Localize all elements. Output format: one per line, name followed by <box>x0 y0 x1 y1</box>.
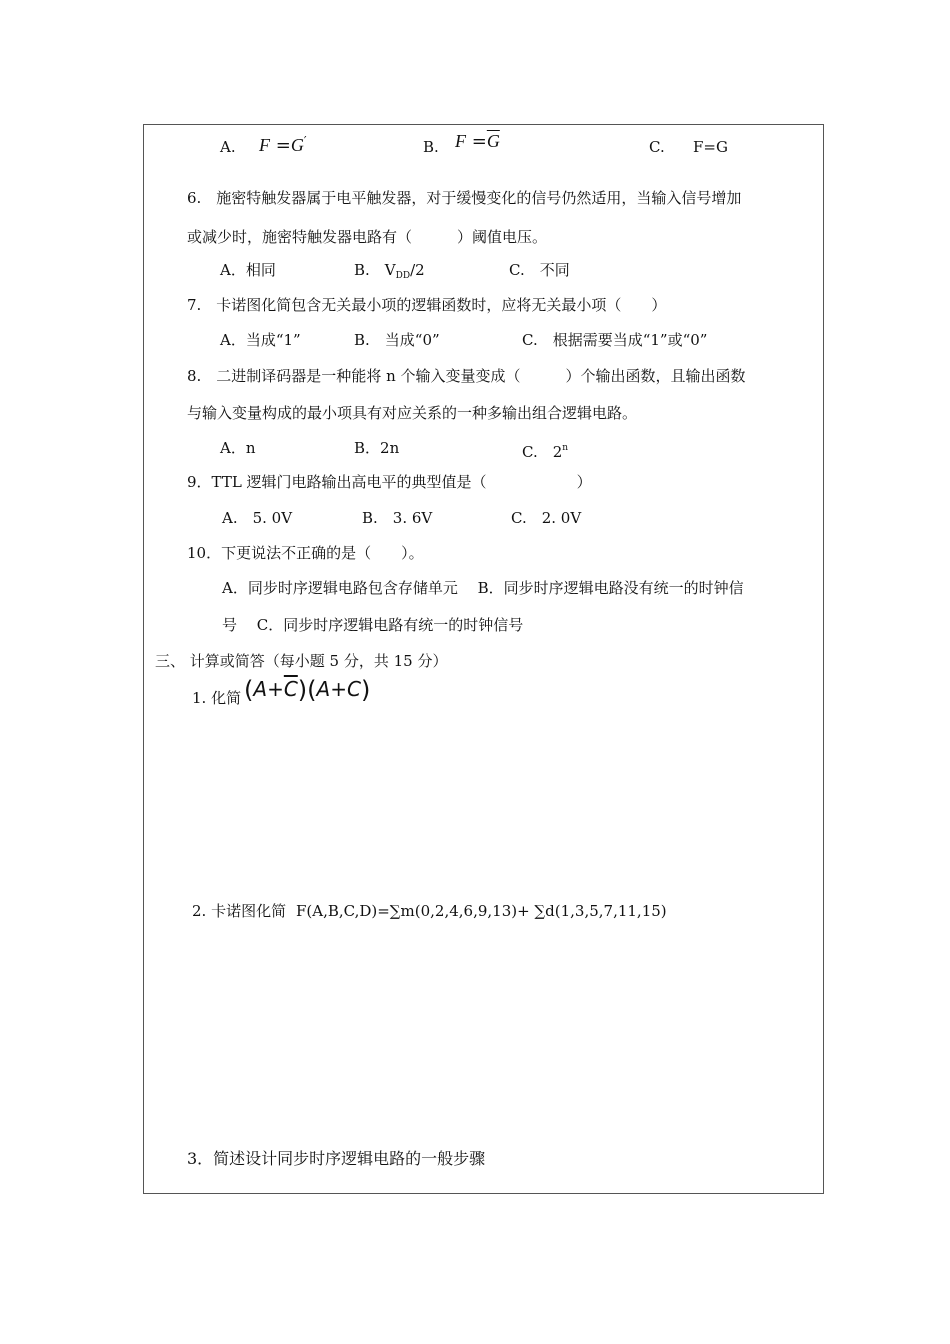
q8-line-2: 与输入变量构成的最小项具有对应关系的一种多输出组合逻辑电路。 <box>187 404 638 422</box>
q8-option-b: B．2n <box>354 439 400 457</box>
q9-line-1: 9．TTL 逻辑门电路输出高电平的典型值是（ ） <box>187 473 592 491</box>
q5-option-c-value: F=G <box>693 138 728 156</box>
q5-option-b-label: B. <box>423 138 439 156</box>
s3-q2-label: 2. 卡诺图化简 <box>192 902 287 920</box>
q6-line-1: 6. 施密特触发器属于电平触发器，对于缓慢变化的信号仍然适用，当输入信号增加 <box>187 189 742 207</box>
q8-line-1: 8. 二进制译码器是一种能将 n 个输入变量变成（ ）个输出函数，且输出函数 <box>187 367 746 385</box>
s3-q1-expression: $(A+\overline{C})(A+C)$ <box>244 676 371 704</box>
q9-option-a: A. 5. 0V <box>222 509 293 527</box>
q7-option-b: B. 当成“0” <box>354 331 440 349</box>
q6-option-c: C. 不同 <box>509 261 570 279</box>
q10-options-line-2: 号 C．同步时序逻辑电路有统一的时钟信号 <box>222 616 524 634</box>
q8-option-c: C. 2$^n$ <box>522 443 569 461</box>
q5-option-c-label: C. <box>649 138 665 156</box>
q8-option-a: A．n <box>220 439 256 457</box>
q7-option-c: C. 根据需要当成“1”或“0” <box>522 331 708 349</box>
q5-option-a-label: A. <box>220 138 236 156</box>
s3-q2-expression: F(A,B,C,D)=∑m(0,2,4,6,9,13)+ ∑d(1,3,5,7,11,15) <box>296 902 667 920</box>
q9-option-b: B. 3. 6V <box>362 509 433 527</box>
q7-option-a: A．当成“1” <box>220 331 301 349</box>
q7-line-1: 7. 卡诺图化简包含无关最小项的逻辑函数时，应将无关最小项（ ） <box>187 296 667 314</box>
q6-option-a: A．相同 <box>220 261 276 279</box>
q6-line-2: 或减少时，施密特触发器电路有（ ）阈值电压。 <box>187 228 548 246</box>
q6-option-b: B. $V_{DD}/2$ <box>354 261 425 281</box>
section-3-heading: 三、 计算或简答（每小题 5 分，共 15 分） <box>155 652 448 670</box>
s3-q3-label: 3．简述设计同步时序逻辑电路的一般步骤 <box>187 1149 486 1168</box>
q9-option-c: C. 2. 0V <box>511 509 582 527</box>
q5-option-b-formula: $F =\overline{G}$ <box>455 131 500 152</box>
s3-q1-label: 1. 化简 <box>192 689 242 707</box>
q10-line-1: 10．下更说法不正确的是（ ）。 <box>187 544 424 562</box>
q10-options-line-1: A．同步时序逻辑电路包含存储单元 B．同步时序逻辑电路没有统一的时钟信 <box>222 579 744 597</box>
q5-option-a-formula: F =G′ <box>259 134 307 156</box>
